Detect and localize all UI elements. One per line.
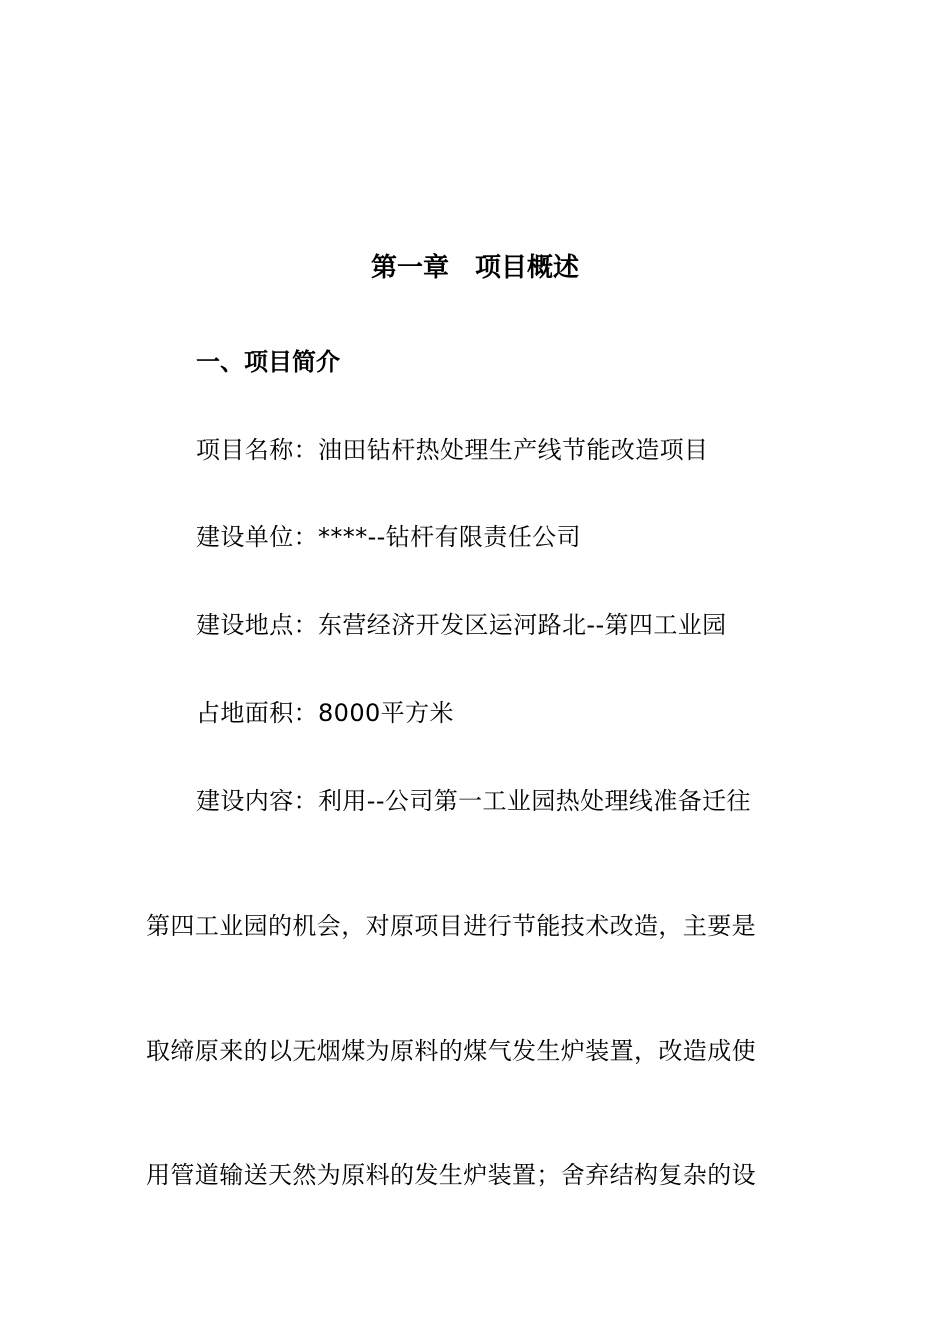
construction-location-line: 建设地点：东营经济开发区运河路北--第四工业园 xyxy=(196,611,727,639)
construction-content-line-2: 第四工业园的机会，对原项目进行节能技术改造，主要是 xyxy=(146,912,756,940)
project-name-line: 项目名称：油田钻杆热处理生产线节能改造项目 xyxy=(196,436,709,464)
construction-content-line-1: 建设内容：利用--公司第一工业园热处理线准备迁往 xyxy=(196,787,751,815)
land-area-line: 占地面积：8000平方米 xyxy=(196,699,454,727)
construction-content-line-4: 用管道输送天然为原料的发生炉装置；舍弃结构复杂的设 xyxy=(146,1161,756,1189)
construction-content-line-3: 取缔原来的以无烟煤为原料的煤气发生炉装置，改造成使 xyxy=(146,1037,756,1065)
section-title: 一、项目简介 xyxy=(196,348,340,376)
chapter-title: 第一章 项目概述 xyxy=(370,253,579,283)
construction-unit-line: 建设单位：****--钻杆有限责任公司 xyxy=(196,523,581,551)
